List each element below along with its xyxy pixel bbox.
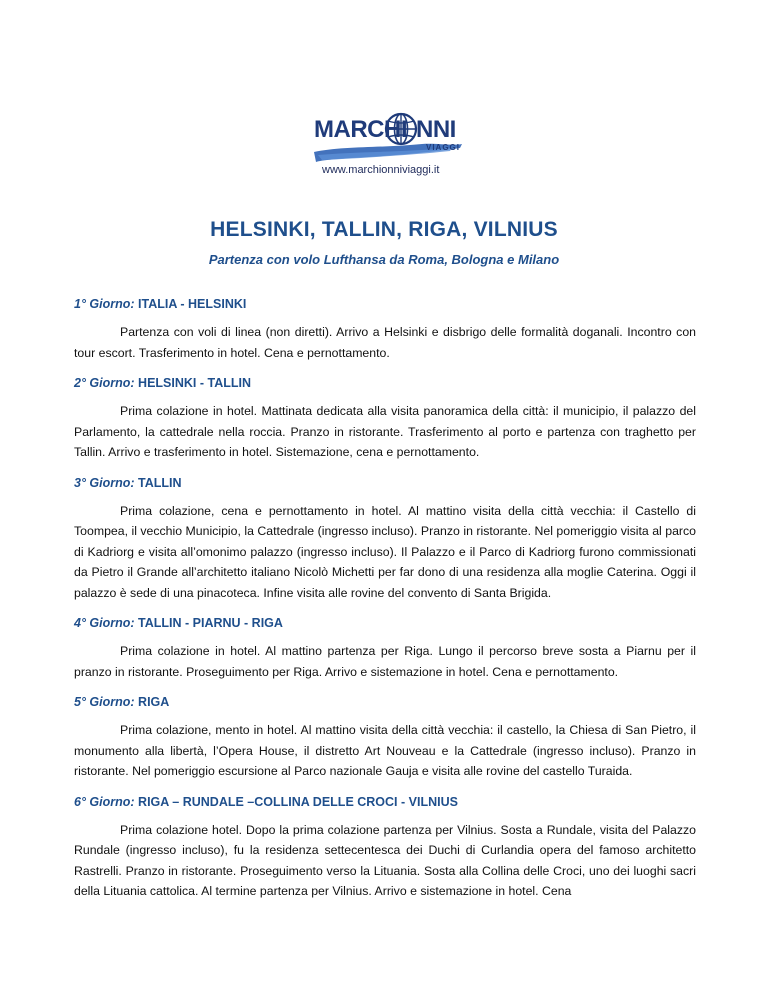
- page-subtitle: Partenza con volo Lufthansa da Roma, Bologna e Milano: [208, 252, 560, 267]
- day-description: Prima colazione hotel. Dopo la prima colazione partenza per Vilnius. Sosta a Rundale, visita del Palazzo Rundale (ingresso incluso), fu la residenza settecentesca dei Duchi di Curlandia opera del famoso architetto Rastrelli. Pranzo in ristorante. Proseguimento verso la Lituania. Sosta alla Collina delle Croci, uno dei luoghi sacri della Lituania cattolica. Al termine partenza per Vilnius. Arrivo e sistemazione in hotel. Cena: [74, 822, 696, 898]
- page-title: HELSINKI, TALLIN, RIGA, VILNIUS: [210, 218, 558, 241]
- day-label: 4° Giorno:: [74, 616, 135, 630]
- day-section: [74, 613, 696, 682]
- day-section: [74, 692, 696, 782]
- day-route: HELSINKI - TALLIN: [134, 376, 251, 390]
- day-description: Partenza con voli di linea (non diretti). Arrivo a Helsinki e disbrigo delle formalità doganali. Incontro con tour escort. Trasferimento in hotel. Cena e pernottamento.: [74, 325, 696, 360]
- day-route: RIGA – RUNDALE –COLLINA DELLE CROCI - VILNIUS: [134, 794, 458, 809]
- day-heading: [74, 294, 696, 314]
- day-label: 3° Giorno:: [74, 475, 135, 490]
- logo-url: www.marchionniviaggi.it: [322, 164, 440, 176]
- day-description: Prima colazione in hotel. Al mattino partenza per Riga. Lungo il percorso breve sosta a Piarnu per il pranzo in ristorante. Proseguimento per Riga. Arrivo e sistemazione in hotel. Cena e pernottamento.: [74, 644, 696, 679]
- logo-wordmark-left: MARCHI: [314, 116, 407, 143]
- day-section: [74, 473, 696, 604]
- day-section: [74, 373, 696, 463]
- day-label: 2° Giorno:: [74, 376, 135, 390]
- day-heading: [74, 792, 696, 812]
- day-section: [74, 792, 696, 902]
- logo-subtext: VIAGGI: [426, 143, 461, 152]
- day-label: 1° Giorno:: [74, 297, 135, 311]
- day-heading: [74, 613, 696, 633]
- itinerary: [74, 294, 696, 912]
- day-route: TALLIN - PIARNU - RIGA: [134, 616, 283, 630]
- logo-wordmark-right: NNI: [416, 116, 456, 143]
- day-route: TALLIN: [134, 475, 182, 490]
- day-route: ITALIA - HELSINKI: [134, 297, 247, 311]
- day-label: 6° Giorno:: [74, 794, 135, 809]
- day-description: Prima colazione, mento in hotel. Al mattino visita della città vecchia: il castello, la Chiesa di San Pietro, il monumento alla libertà, l’Opera House, il distretto Art Nouveau e la Cattedrale (ingresso incluso). Pranzo in ristorante. Nel pomeriggio escursione al Parco nazionale Gauja e visita alle rovine del castello Turaida.: [74, 723, 696, 778]
- day-heading: [74, 373, 696, 393]
- marchionni-logo: [312, 108, 464, 183]
- day-label: 5° Giorno:: [74, 695, 135, 709]
- day-heading: [74, 473, 696, 493]
- day-heading: [74, 692, 696, 712]
- day-description: Prima colazione in hotel. Mattinata dedicata alla visita panoramica della città: il municipio, il palazzo del Parlamento, la cattedrale nella roccia. Pranzo in ristorante. Trasferimento al porto e partenza con traghetto per Tallin. Arrivo e trasferimento in hotel. Sistemazione, cena e pernottamento.: [74, 404, 696, 459]
- day-route: RIGA: [134, 695, 170, 709]
- day-description: Prima colazione, cena e pernottamento in hotel. Al mattino visita della città vecchia: il Castello di Toompea, il vecchio Municipio, la Cattedrale (ingresso incluso). Pranzo in ristorante. Nel pomeriggio visita al parco di Kadriorg e visita all’omonimo palazzo (ingresso incluso). Il Palazzo e il Parco di Kadriorg furono commissionati da Pietro il Grande all’architetto italiano Nicolò Michetti per far dono di una residenza alla moglie Caterina. Oggi il palazzo è sede di una pinacoteca. Infine visita alle rovine del convento di Santa Brigida.: [74, 503, 696, 600]
- day-section: [74, 294, 696, 363]
